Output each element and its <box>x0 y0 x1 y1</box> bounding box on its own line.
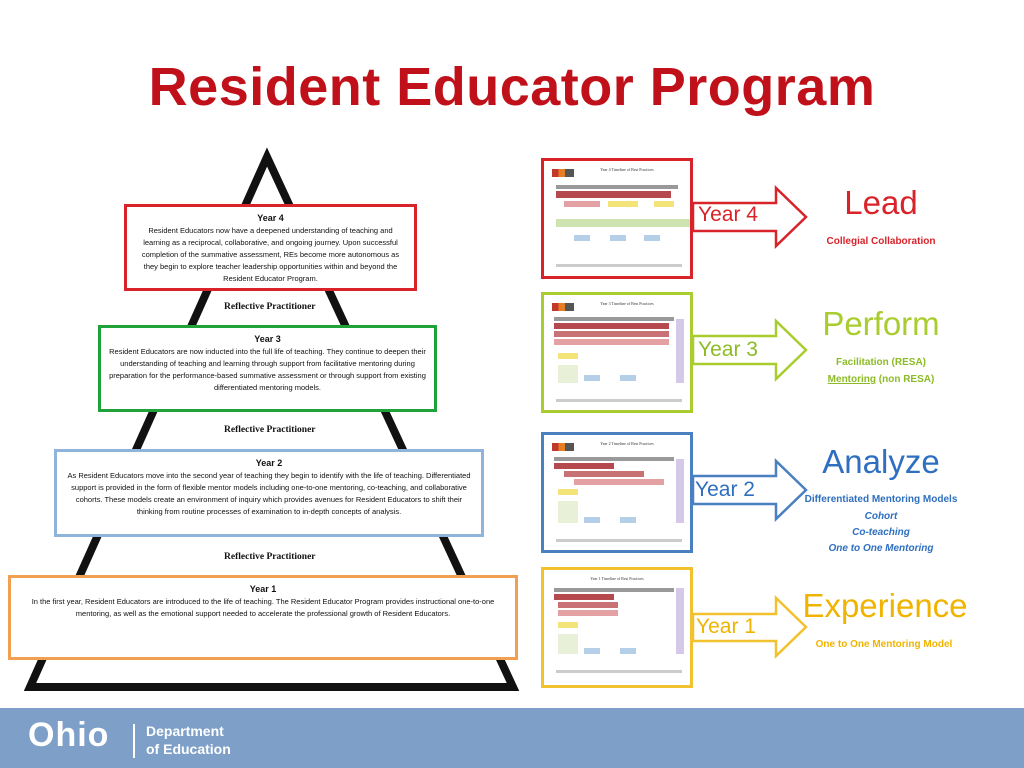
footer-divider <box>133 724 135 758</box>
thumbnail-header: Year 1 Timeline of Best Practices <box>590 576 644 581</box>
level-year-label: Year 1 <box>249 584 277 594</box>
stage-verb-analyze: Analyze <box>822 443 940 480</box>
level-year-label: Year 2 <box>255 458 283 468</box>
stage-sub-cohort: Cohort <box>864 511 898 522</box>
mentoring-underlined: Mentoring <box>827 374 876 385</box>
stage-sub-mentoring <box>771 372 991 388</box>
thumbnail-header: Year 4 Timeline of Best Practices <box>600 167 654 172</box>
level-description: Resident Educators are now inducted into the full life of teaching. They continue to deepen their understanding of teaching and learning through support from facilitative mentoring during preparation for the performance-based summative assessment or through support from existing differentiated mentoring models. <box>109 347 426 392</box>
page-title: Resident Educator Program <box>148 57 876 117</box>
ohio-logo: Ohio <box>28 716 110 754</box>
level-description: Resident Educators now have a deepened understanding of teaching and learning as a reciprocal, collaborative, and ongoing journey. Upon successful completion of the summative assessment, REs become more autonomous as they begin to explore teacher leadership opportunities within and beyond the Resident Educator Program. <box>141 226 400 283</box>
stage-sub-one-to-one-model: One to One Mentoring Model <box>815 639 953 650</box>
dept-line-1: Department <box>146 723 224 739</box>
level-description: As Resident Educators move into the second year of teaching they begin to identify with the life of teaching. Differentiated support is provided in the form of flexible mentor models including one-to-one mentoring, co-teaching, and collaborative cohorts. These models create an environment of inquiry which provides avenues for Resident Educators to shift their thinking from routine processes of examination to in-depth concepts of analysis. <box>67 471 471 516</box>
stage-sub-one-to-one: One to One Mentoring <box>828 543 934 554</box>
stage-verb-experience: Experience <box>802 587 968 624</box>
stage-sub-facilitation: Facilitation (RESA) <box>835 357 926 368</box>
thumbnail-header: Year 3 Timeline of Best Practices <box>600 301 654 306</box>
stage-verb-perform: Perform <box>822 305 940 342</box>
arrow-label-year-1: Year 1 <box>696 615 756 638</box>
level-year-label: Year 3 <box>254 334 281 344</box>
stage-sub-differentiated-models: Differentiated Mentoring Models <box>804 494 958 505</box>
reflective-practitioner-label: Reflective Practitioner <box>224 425 316 435</box>
stage-verb-lead: Lead <box>844 184 918 221</box>
department-of-education-label <box>146 722 231 758</box>
arrow-label-year-4: Year 4 <box>698 203 758 226</box>
stage-sub-co-teaching: Co-teaching <box>852 527 910 538</box>
dept-line-2: of Education <box>146 741 231 757</box>
non-resa-label: (non RESA) <box>876 374 935 385</box>
stage-sub-collegial-collaboration: Collegial Collaboration <box>826 236 936 247</box>
reflective-practitioner-label: Reflective Practitioner <box>224 552 316 562</box>
level-description: In the first year, Resident Educators are introduced to the life of teaching. The Resident Educator Program provides instructional one-to-one mentoring, as well as the emotional support needed to accelerate the professional growth of Resident Educators. <box>31 597 495 618</box>
reflective-practitioner-label: Reflective Practitioner <box>224 302 316 312</box>
thumbnail-header: Year 2 Timeline of Best Practices <box>600 441 654 446</box>
arrow-label-year-2: Year 2 <box>695 478 755 501</box>
level-year-label: Year 4 <box>257 213 284 223</box>
arrow-label-year-3: Year 3 <box>698 338 758 361</box>
